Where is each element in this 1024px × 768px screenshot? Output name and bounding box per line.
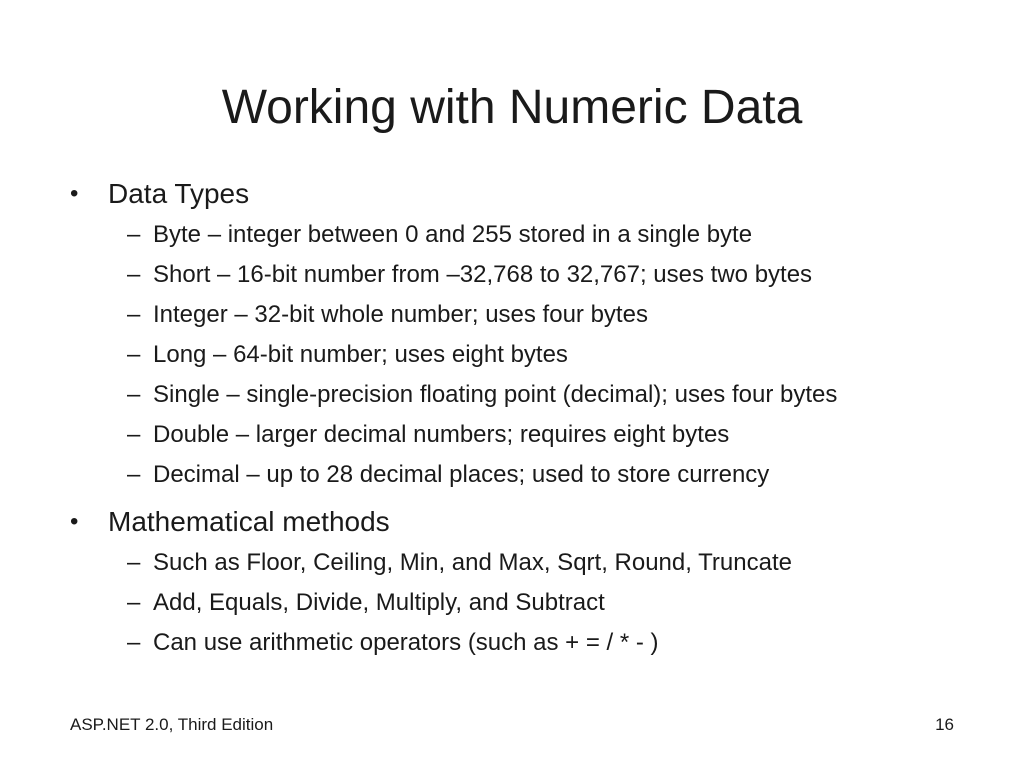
sub-bullet-item <box>108 418 948 452</box>
sub-bullet-item <box>108 298 948 332</box>
bullet-text: Data Types <box>108 178 250 209</box>
bullet-text: Mathematical methods <box>108 506 390 537</box>
sub-bullet-item <box>108 546 948 580</box>
dash-icon: – <box>127 381 141 408</box>
dash-icon: – <box>127 221 141 248</box>
sub-bullet-item <box>108 218 948 252</box>
sub-bullet-item <box>108 258 948 292</box>
bullet-item-mathematical-methods <box>68 504 948 660</box>
slide-title: Working with Numeric Data <box>221 81 803 134</box>
dash-icon: – <box>127 589 141 616</box>
sub-bullet-item <box>108 586 948 620</box>
sub-bullet-text: Short – 16-bit number from –32,768 to 32,767; uses two bytes <box>153 261 813 288</box>
sub-bullet-text: Integer – 32-bit whole number; uses four bytes <box>153 301 648 328</box>
sub-bullet-text: Such as Floor, Ceiling, Min, and Max, Sqrt, Round, Truncate <box>153 549 792 576</box>
bullet-list <box>68 176 948 660</box>
sub-bullet-text: Single – single-precision floating point (decimal); uses four bytes <box>153 381 838 408</box>
sub-bullet-list <box>108 218 948 492</box>
footer-course-title: ASP.NET 2.0, Third Edition <box>70 715 274 734</box>
dash-icon: – <box>127 261 141 288</box>
footer-page-number: 16 <box>935 715 954 734</box>
sub-bullet-text: Long – 64-bit number; uses eight bytes <box>153 341 568 368</box>
dash-icon: – <box>127 301 141 328</box>
sub-bullet-text: Byte – integer between 0 and 255 stored in a single byte <box>153 221 753 248</box>
bullet-icon: • <box>70 508 79 535</box>
dash-icon: – <box>127 629 141 656</box>
sub-bullet-text: Can use arithmetic operators (such as + = / * - ) <box>153 629 659 656</box>
sub-bullet-text: Double – larger decimal numbers; requires eight bytes <box>153 421 730 448</box>
sub-bullet-list <box>108 546 948 660</box>
sub-bullet-item <box>108 626 948 660</box>
bullet-icon: • <box>70 180 79 207</box>
dash-icon: – <box>127 461 141 488</box>
dash-icon: – <box>127 341 141 368</box>
sub-bullet-item <box>108 378 948 412</box>
sub-bullet-text: Add, Equals, Divide, Multiply, and Subtract <box>153 589 605 616</box>
sub-bullet-item <box>108 338 948 372</box>
sub-bullet-text: Decimal – up to 28 decimal places; used to store currency <box>153 461 770 488</box>
slide-body <box>68 176 948 672</box>
dash-icon: – <box>127 421 141 448</box>
sub-bullet-item <box>108 458 948 492</box>
bullet-item-data-types <box>68 176 948 492</box>
dash-icon: – <box>127 549 141 576</box>
